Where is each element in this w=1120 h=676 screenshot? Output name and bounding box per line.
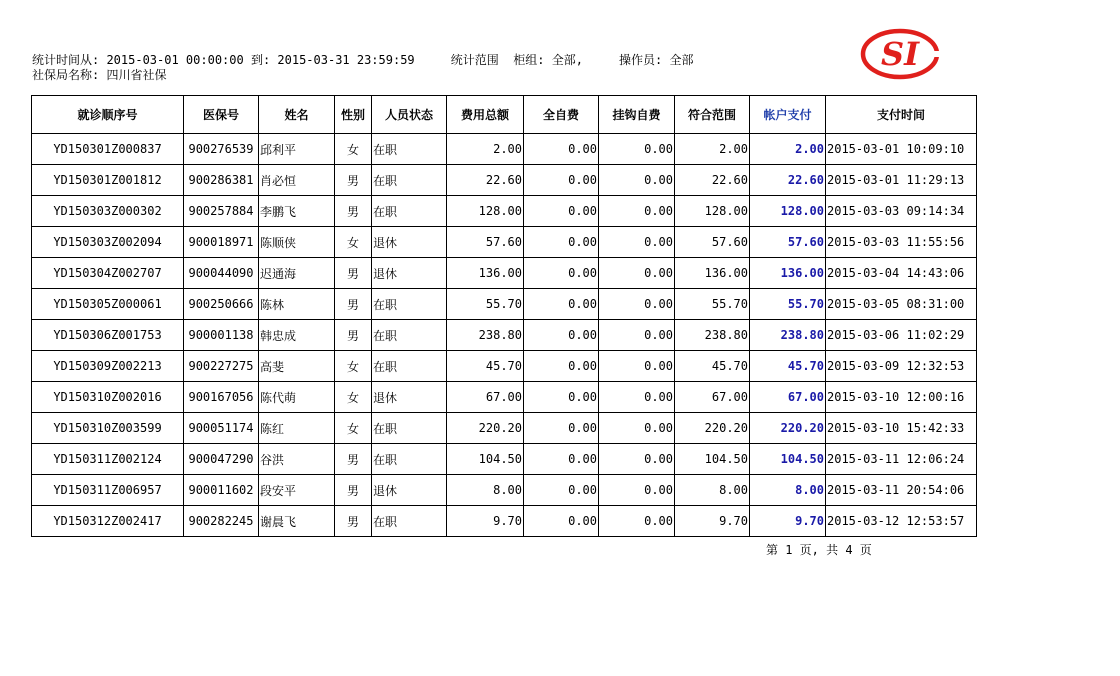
col-eligible: 符合范围 — [675, 96, 750, 134]
col-full-self-pay: 全自费 — [524, 96, 599, 134]
cell-full-self-pay: 0.00 — [524, 413, 599, 444]
cell-pay-time: 2015-03-04 14:43:06 — [826, 258, 977, 289]
cell-total-fee: 67.00 — [447, 382, 524, 413]
cell-eligible: 128.00 — [675, 196, 750, 227]
cell-account-pay: 136.00 — [750, 258, 826, 289]
cell-eligible: 136.00 — [675, 258, 750, 289]
cell-linked-self-pay: 0.00 — [599, 382, 675, 413]
cell-gender: 男 — [335, 258, 372, 289]
cell-visit-no: YD150303Z000302 — [32, 196, 184, 227]
cell-status: 在职 — [372, 134, 447, 165]
cell-name: 陈红 — [259, 413, 335, 444]
cell-insurance-no: 900051174 — [184, 413, 259, 444]
cell-full-self-pay: 0.00 — [524, 351, 599, 382]
cell-full-self-pay: 0.00 — [524, 196, 599, 227]
cell-pay-time: 2015-03-03 11:55:56 — [826, 227, 977, 258]
table-row — [32, 351, 977, 382]
cell-account-pay: 55.70 — [750, 289, 826, 320]
cell-insurance-no: 900286381 — [184, 165, 259, 196]
cell-linked-self-pay: 0.00 — [599, 413, 675, 444]
cell-eligible: 22.60 — [675, 165, 750, 196]
cell-total-fee: 45.70 — [447, 351, 524, 382]
cell-name: 谷洪 — [259, 444, 335, 475]
cell-insurance-no: 900167056 — [184, 382, 259, 413]
cell-pay-time: 2015-03-11 12:06:24 — [826, 444, 977, 475]
table-row — [32, 196, 977, 227]
cell-eligible: 238.80 — [675, 320, 750, 351]
table-row — [32, 289, 977, 320]
cell-name: 李鹏飞 — [259, 196, 335, 227]
cell-name: 邱利平 — [259, 134, 335, 165]
cell-full-self-pay: 0.00 — [524, 227, 599, 258]
cell-linked-self-pay: 0.00 — [599, 289, 675, 320]
stat-scope: 统计范围 柜组: 全部, — [450, 53, 583, 67]
cell-eligible: 9.70 — [675, 506, 750, 537]
table-row — [32, 413, 977, 444]
table-header-row — [32, 96, 977, 134]
cell-pay-time: 2015-03-10 15:42:33 — [826, 413, 977, 444]
table-row — [32, 475, 977, 506]
cell-total-fee: 104.50 — [447, 444, 524, 475]
cell-pay-time: 2015-03-10 12:00:16 — [826, 382, 977, 413]
cell-full-self-pay: 0.00 — [524, 320, 599, 351]
cell-name: 陈代萌 — [259, 382, 335, 413]
col-visit-no: 就诊顺序号 — [32, 96, 184, 134]
table-row — [32, 444, 977, 475]
cell-pay-time: 2015-03-06 11:02:29 — [826, 320, 977, 351]
report-header — [32, 53, 694, 83]
stat-line — [32, 53, 694, 68]
col-status: 人员状态 — [372, 96, 447, 134]
table-row — [32, 382, 977, 413]
cell-linked-self-pay: 0.00 — [599, 475, 675, 506]
cell-account-pay: 57.60 — [750, 227, 826, 258]
cell-gender: 男 — [335, 475, 372, 506]
cell-linked-self-pay: 0.00 — [599, 444, 675, 475]
cell-full-self-pay: 0.00 — [524, 134, 599, 165]
cell-total-fee: 22.60 — [447, 165, 524, 196]
col-account-pay: 帐户支付 — [750, 96, 826, 134]
cell-total-fee: 238.80 — [447, 320, 524, 351]
cell-account-pay: 9.70 — [750, 506, 826, 537]
cell-eligible: 57.60 — [675, 227, 750, 258]
cell-pay-time: 2015-03-01 10:09:10 — [826, 134, 977, 165]
cell-eligible: 45.70 — [675, 351, 750, 382]
si-logo-icon — [860, 26, 942, 82]
cell-visit-no: YD150310Z003599 — [32, 413, 184, 444]
cell-account-pay: 104.50 — [750, 444, 826, 475]
cell-visit-no: YD150301Z001812 — [32, 165, 184, 196]
cell-insurance-no: 900257884 — [184, 196, 259, 227]
cell-pay-time: 2015-03-09 12:32:53 — [826, 351, 977, 382]
cell-linked-self-pay: 0.00 — [599, 196, 675, 227]
cell-linked-self-pay: 0.00 — [599, 134, 675, 165]
cell-status: 退休 — [372, 258, 447, 289]
cell-linked-self-pay: 0.00 — [599, 227, 675, 258]
cell-account-pay: 220.20 — [750, 413, 826, 444]
col-insurance-no: 医保号 — [184, 96, 259, 134]
stat-period: 统计时间从: 2015-03-01 00:00:00 到: 2015-03-31 23:59:59 — [32, 53, 415, 67]
settlement-table — [31, 95, 977, 537]
cell-name: 肖必恒 — [259, 165, 335, 196]
cell-full-self-pay: 0.00 — [524, 382, 599, 413]
cell-pay-time: 2015-03-12 12:53:57 — [826, 506, 977, 537]
cell-insurance-no: 900001138 — [184, 320, 259, 351]
cell-status: 在职 — [372, 320, 447, 351]
cell-full-self-pay: 0.00 — [524, 258, 599, 289]
cell-visit-no: YD150301Z000837 — [32, 134, 184, 165]
cell-total-fee: 128.00 — [447, 196, 524, 227]
cell-eligible: 55.70 — [675, 289, 750, 320]
cell-name: 陈林 — [259, 289, 335, 320]
cell-total-fee: 8.00 — [447, 475, 524, 506]
cell-name: 陈顺侠 — [259, 227, 335, 258]
cell-insurance-no: 900282245 — [184, 506, 259, 537]
svg-text:SI: SI — [880, 35, 920, 73]
table-row — [32, 258, 977, 289]
cell-pay-time: 2015-03-05 08:31:00 — [826, 289, 977, 320]
cell-name: 韩忠成 — [259, 320, 335, 351]
table-row — [32, 227, 977, 258]
cell-linked-self-pay: 0.00 — [599, 320, 675, 351]
cell-gender: 女 — [335, 227, 372, 258]
cell-total-fee: 57.60 — [447, 227, 524, 258]
cell-eligible: 104.50 — [675, 444, 750, 475]
cell-eligible: 8.00 — [675, 475, 750, 506]
cell-full-self-pay: 0.00 — [524, 444, 599, 475]
cell-gender: 男 — [335, 165, 372, 196]
cell-insurance-no: 900250666 — [184, 289, 259, 320]
cell-visit-no: YD150303Z002094 — [32, 227, 184, 258]
cell-pay-time: 2015-03-11 20:54:06 — [826, 475, 977, 506]
cell-gender: 男 — [335, 444, 372, 475]
cell-eligible: 67.00 — [675, 382, 750, 413]
cell-status: 在职 — [372, 196, 447, 227]
cell-total-fee: 2.00 — [447, 134, 524, 165]
cell-total-fee: 9.70 — [447, 506, 524, 537]
col-name: 姓名 — [259, 96, 335, 134]
cell-account-pay: 128.00 — [750, 196, 826, 227]
cell-account-pay: 238.80 — [750, 320, 826, 351]
cell-linked-self-pay: 0.00 — [599, 165, 675, 196]
cell-insurance-no: 900047290 — [184, 444, 259, 475]
table-row — [32, 506, 977, 537]
cell-visit-no: YD150310Z002016 — [32, 382, 184, 413]
cell-account-pay: 22.60 — [750, 165, 826, 196]
cell-full-self-pay: 0.00 — [524, 165, 599, 196]
col-gender: 性别 — [335, 96, 372, 134]
cell-status: 在职 — [372, 506, 447, 537]
cell-insurance-no: 900044090 — [184, 258, 259, 289]
cell-account-pay: 67.00 — [750, 382, 826, 413]
cell-account-pay: 45.70 — [750, 351, 826, 382]
cell-full-self-pay: 0.00 — [524, 475, 599, 506]
cell-eligible: 220.20 — [675, 413, 750, 444]
cell-account-pay: 2.00 — [750, 134, 826, 165]
cell-visit-no: YD150306Z001753 — [32, 320, 184, 351]
cell-name: 谢晨飞 — [259, 506, 335, 537]
cell-gender: 男 — [335, 196, 372, 227]
cell-total-fee: 220.20 — [447, 413, 524, 444]
col-pay-time: 支付时间 — [826, 96, 977, 134]
table-row — [32, 134, 977, 165]
cell-full-self-pay: 0.00 — [524, 289, 599, 320]
cell-pay-time: 2015-03-03 09:14:34 — [826, 196, 977, 227]
cell-status: 在职 — [372, 165, 447, 196]
cell-linked-self-pay: 0.00 — [599, 258, 675, 289]
bureau-name: 社保局名称: 四川省社保 — [32, 68, 167, 82]
col-linked-self-pay: 挂钩自费 — [599, 96, 675, 134]
cell-account-pay: 8.00 — [750, 475, 826, 506]
page-indicator: 第 1 页, 共 4 页 — [766, 543, 872, 557]
cell-insurance-no: 900018971 — [184, 227, 259, 258]
cell-gender: 男 — [335, 289, 372, 320]
cell-gender: 男 — [335, 320, 372, 351]
cell-name: 迟通海 — [259, 258, 335, 289]
cell-insurance-no: 900227275 — [184, 351, 259, 382]
cell-visit-no: YD150309Z002213 — [32, 351, 184, 382]
cell-linked-self-pay: 0.00 — [599, 351, 675, 382]
cell-eligible: 2.00 — [675, 134, 750, 165]
cell-gender: 女 — [335, 382, 372, 413]
cell-status: 在职 — [372, 351, 447, 382]
cell-status: 在职 — [372, 289, 447, 320]
cell-insurance-no: 900276539 — [184, 134, 259, 165]
table-body — [32, 134, 977, 537]
cell-visit-no: YD150312Z002417 — [32, 506, 184, 537]
cell-name: 段安平 — [259, 475, 335, 506]
operator-filter: 操作员: 全部 — [619, 53, 694, 67]
cell-status: 在职 — [372, 444, 447, 475]
cell-total-fee: 55.70 — [447, 289, 524, 320]
cell-pay-time: 2015-03-01 11:29:13 — [826, 165, 977, 196]
cell-visit-no: YD150304Z002707 — [32, 258, 184, 289]
cell-gender: 女 — [335, 413, 372, 444]
cell-status: 退休 — [372, 475, 447, 506]
cell-total-fee: 136.00 — [447, 258, 524, 289]
cell-visit-no: YD150305Z000061 — [32, 289, 184, 320]
table-row — [32, 320, 977, 351]
col-total-fee: 费用总额 — [447, 96, 524, 134]
table-row — [32, 165, 977, 196]
cell-full-self-pay: 0.00 — [524, 506, 599, 537]
cell-visit-no: YD150311Z006957 — [32, 475, 184, 506]
cell-gender: 女 — [335, 134, 372, 165]
cell-status: 退休 — [372, 382, 447, 413]
cell-gender: 男 — [335, 506, 372, 537]
cell-visit-no: YD150311Z002124 — [32, 444, 184, 475]
cell-name: 高斐 — [259, 351, 335, 382]
cell-insurance-no: 900011602 — [184, 475, 259, 506]
cell-linked-self-pay: 0.00 — [599, 506, 675, 537]
cell-status: 退休 — [372, 227, 447, 258]
cell-status: 在职 — [372, 413, 447, 444]
cell-gender: 女 — [335, 351, 372, 382]
